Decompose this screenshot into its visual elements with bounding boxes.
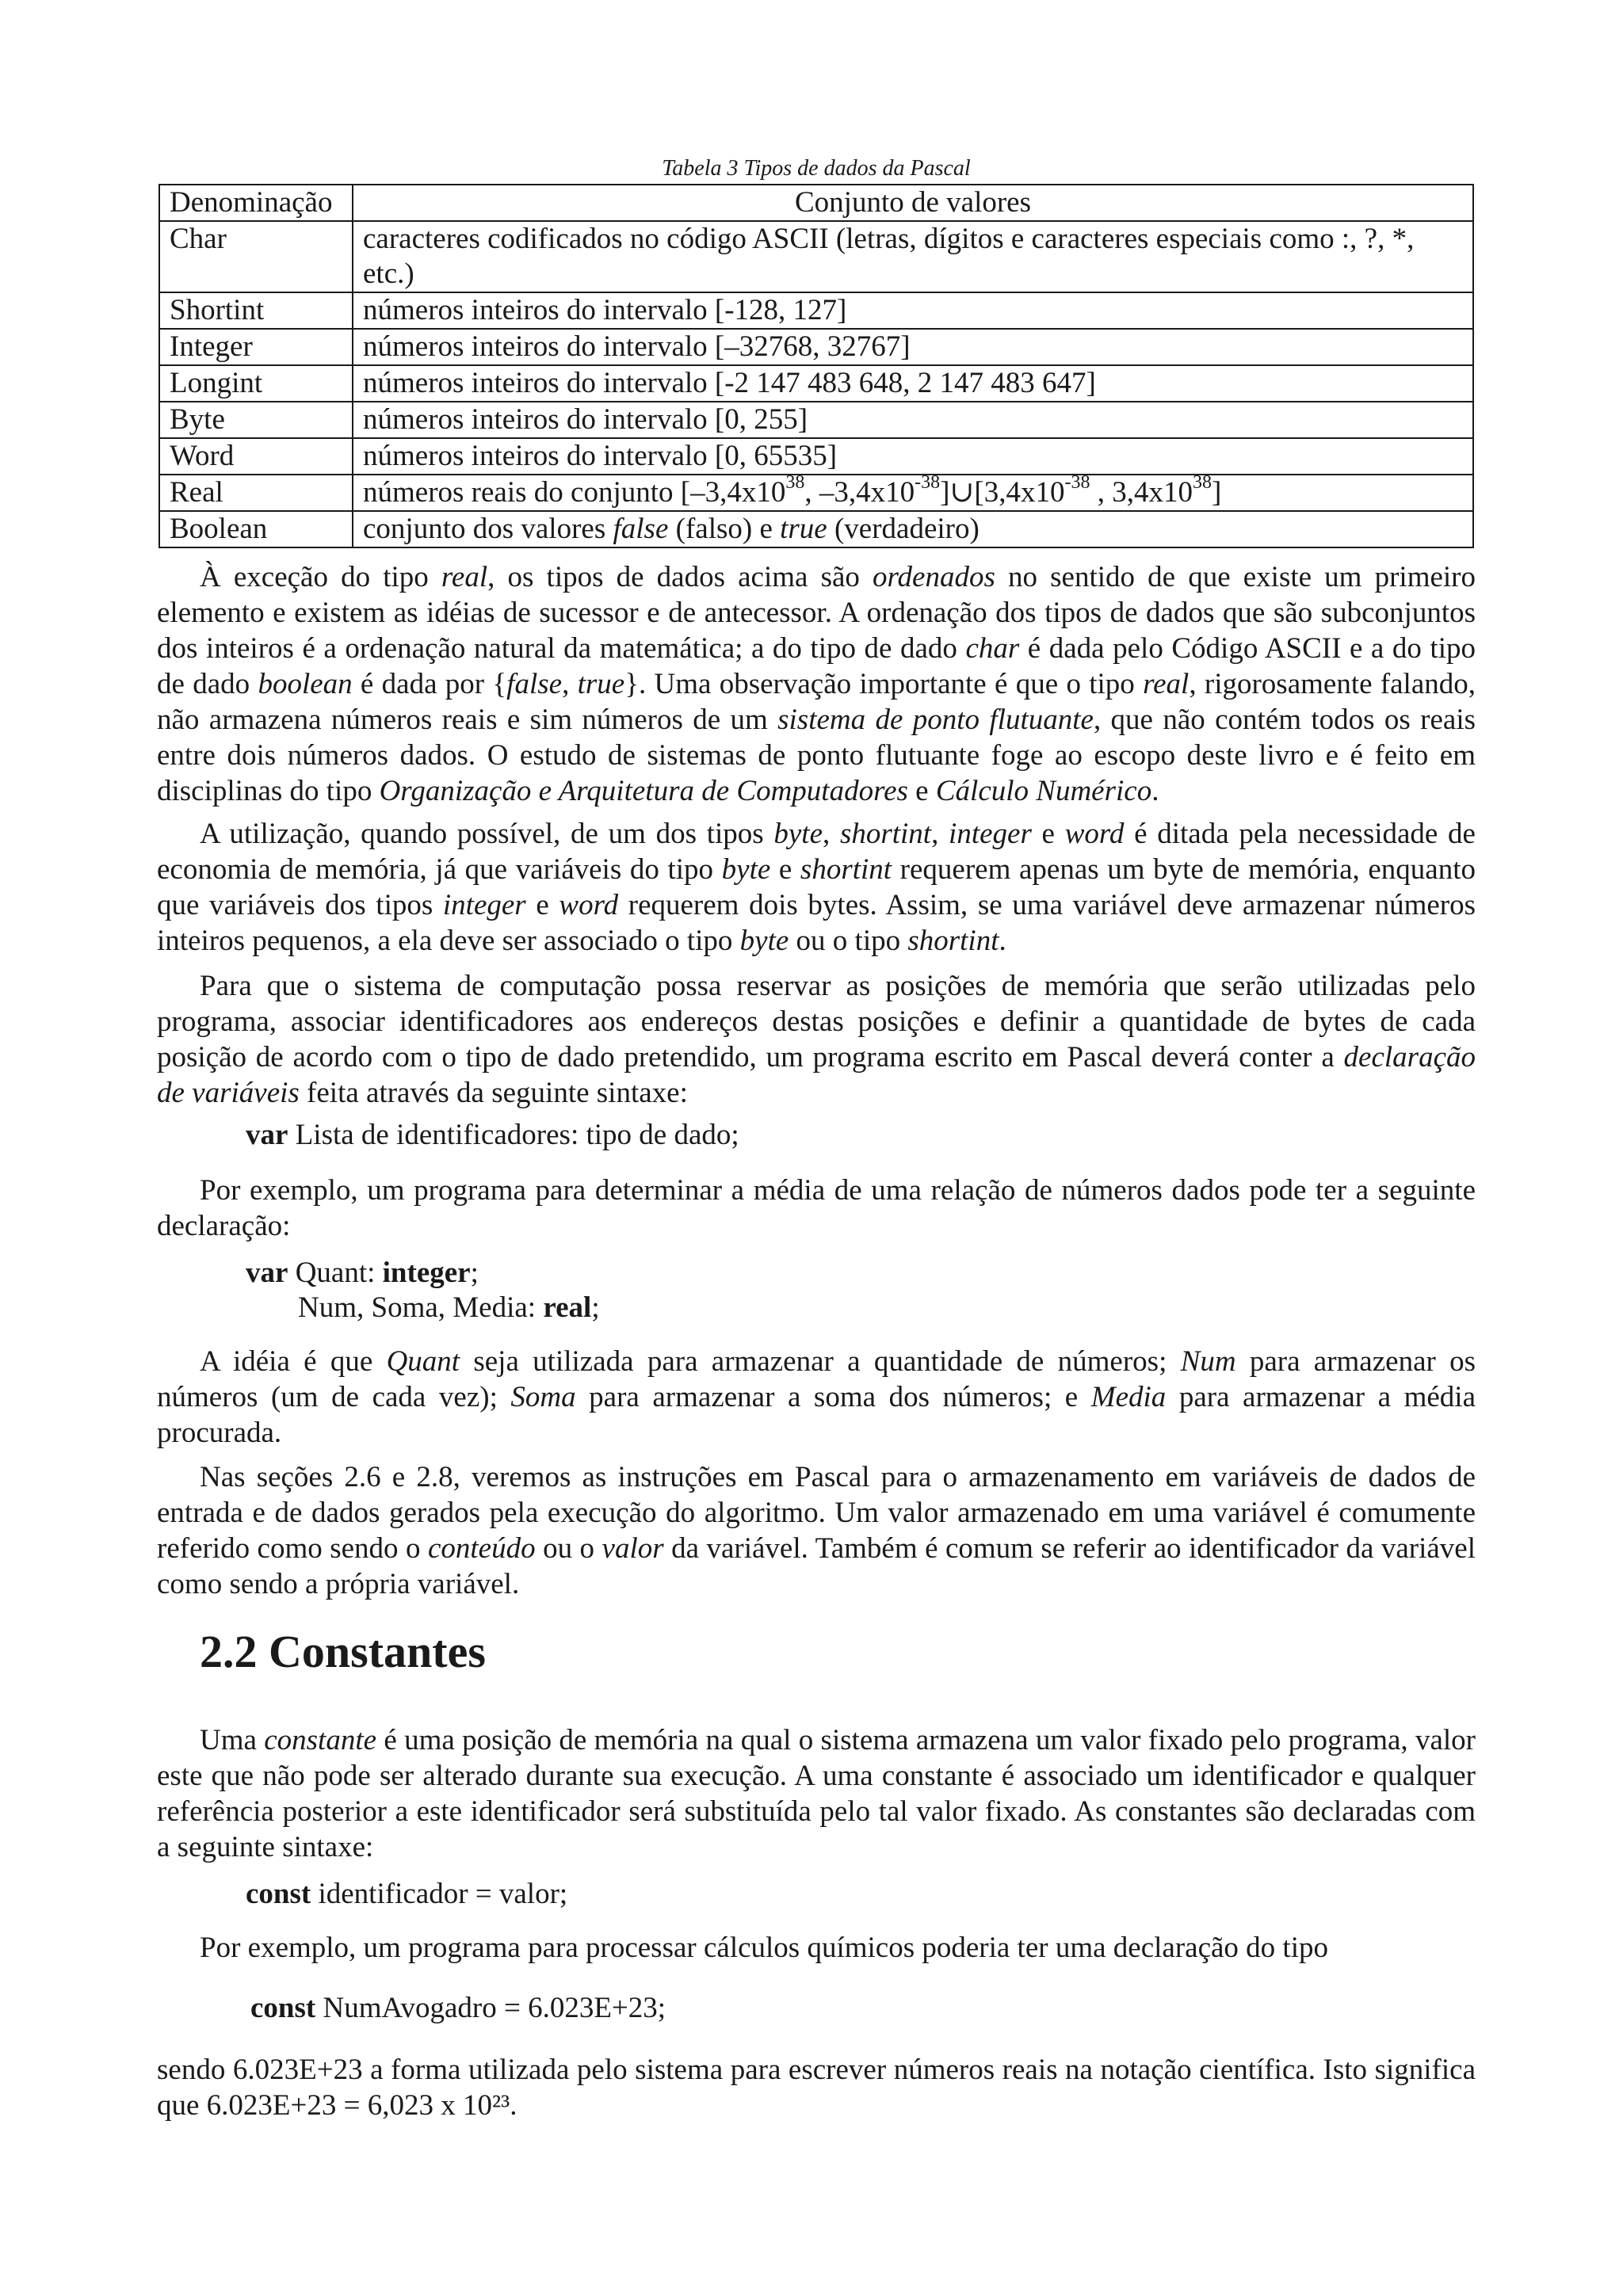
type-values: números inteiros do intervalo [-2 147 483 648, 2 147 483 647] bbox=[353, 365, 1473, 402]
paragraph-constante: Uma constante é uma posição de memória na qual o sistema armazena um valor fixado pelo programa, valor este que não pode ser alterado durante sua execução. A uma constante é associado um identificador e qualquer referência posterior a este identificador será substituída pelo tal valor fixado. As constantes são declaradas com a seguinte sintaxe: bbox=[157, 1724, 1476, 1863]
table-header-row bbox=[159, 185, 1473, 221]
type-name: Char bbox=[159, 221, 353, 292]
code-const-example: const NumAvogadro = 6.023E+23; bbox=[250, 1992, 666, 2024]
type-name: Shortint bbox=[159, 292, 353, 329]
header-conjunto: Conjunto de valores bbox=[353, 185, 1473, 221]
type-name: Longint bbox=[159, 365, 353, 402]
table-row bbox=[159, 329, 1473, 365]
type-values: números reais do conjunto [$-3,4x10^{38}$, $-3,4x10^{-38}]\cup[3,4x10^{-38}$ , $3,4x10^{38}$] bbox=[353, 475, 1473, 511]
code-var-syntax: var Lista de identificadores: tipo de dado; bbox=[246, 1119, 739, 1151]
code-var-example-line1: var Quant: integer; bbox=[246, 1257, 479, 1289]
paragraph-quimicos: Por exemplo, um programa para processar cálculos químicos poderia ter uma declaração do tipo bbox=[200, 1932, 1328, 1964]
paragraph-declaracao: Para que o sistema de computação possa reservar as posições de memória que serão utilizadas pelo programa, associar identificadores aos endereços destas posições e definir a quantidade de bytes de cada posição de acordo com o tipo de dado pretendido, um programa escrito em Pascal deverá conter a declaração de variáveis feita através da seguinte sintaxe: bbox=[157, 970, 1476, 1109]
paragraph-ideia: A idéia é que Quant seja utilizada para armazenar a quantidade de números; Num para armazenar os números (um de cada vez); Soma para armazenar a soma dos números; e Media para armazenar a média procurada. bbox=[157, 1345, 1476, 1449]
type-values: números inteiros do intervalo [0, 255] bbox=[353, 402, 1473, 438]
table-row bbox=[159, 438, 1473, 475]
paragraph-utilizacao: A utilização, quando possível, de um dos tipos byte, shortint, integer e word é ditada pela necessidade de economia de memória, já que variáveis do tipo byte e shortint requerem apenas um byte de memória, enquanto que variáveis dos tipos integer e word requerem dois bytes. Assim, se uma variável deve armazenar números inteiros pequenos, a ela deve ser associado o tipo byte ou o tipo shortint. bbox=[157, 818, 1476, 957]
table-row bbox=[159, 402, 1473, 438]
type-name: Integer bbox=[159, 329, 353, 365]
type-values: números inteiros do intervalo [–32768, 32767] bbox=[353, 329, 1473, 365]
type-values: caracteres codificados no código ASCII (letras, dígitos e caracteres especiais como :, ?, *, etc.) bbox=[353, 221, 1473, 292]
table-row bbox=[159, 475, 1473, 511]
code-const-syntax: const identificador = valor; bbox=[246, 1878, 568, 1910]
table-caption: Tabela 3 Tipos de dados da Pascal bbox=[662, 156, 971, 181]
type-values: números inteiros do intervalo [0, 65535] bbox=[353, 438, 1473, 475]
table-row bbox=[159, 292, 1473, 329]
type-name: Byte bbox=[159, 402, 353, 438]
table-row bbox=[159, 365, 1473, 402]
table-row bbox=[159, 511, 1473, 547]
section-heading-constantes: 2.2 Constantes bbox=[200, 1626, 486, 1677]
paragraph-notacao: sendo 6.023E+23 a forma utilizada pelo sistema para escrever números reais na notação científica. Isto significa que 6.023E+23 = 6,023 x 10²³. bbox=[157, 2054, 1476, 2122]
type-name: Real bbox=[159, 475, 353, 511]
type-values: conjunto dos valores false (falso) e true (verdadeiro) bbox=[353, 511, 1473, 547]
paragraph-exemplo: Por exemplo, um programa para determinar a média de uma relação de números dados pode ter a seguinte declaração: bbox=[157, 1174, 1476, 1242]
type-values: números inteiros do intervalo [-128, 127] bbox=[353, 292, 1473, 329]
type-name: Boolean bbox=[159, 511, 353, 547]
paragraph-ordenados: À exceção do tipo real, os tipos de dados acima são ordenados no sentido de que existe um primeiro elemento e existem as idéias de sucessor e de antecessor. A ordenação dos tipos de dados que são subconjuntos dos inteiros é a ordenação natural da matemática; a do tipo de dado char é dada pelo Código ASCII e a do tipo de dado boolean é dada por {false, true}. Uma observação importante é que o tipo real, rigorosamente falando, não armazena números reais e sim números de um sistema de ponto flutuante, que não contém todos os reais entre dois números dados. O estudo de sistemas de ponto flutuante foge ao escopo deste livro e é feito em disciplinas do tipo Organização e Arquitetura de Computadores e Cálculo Numérico. bbox=[157, 561, 1476, 807]
type-name: Word bbox=[159, 438, 353, 475]
code-var-example-line2: Num, Soma, Media: real; bbox=[298, 1291, 600, 1324]
data-types-table bbox=[158, 184, 1474, 548]
header-denominacao: Denominação bbox=[159, 185, 353, 221]
table-row bbox=[159, 221, 1473, 292]
paragraph-secoes: Nas seções 2.6 e 2.8, veremos as instruções em Pascal para o armazenamento em variáveis de dados de entrada e de dados gerados pela execução do algoritmo. Um valor armazenado em uma variável é comumente referido como sendo o conteúdo ou o valor da variável. Também é comum se referir ao identificador da variável como sendo a própria variável. bbox=[157, 1461, 1476, 1600]
